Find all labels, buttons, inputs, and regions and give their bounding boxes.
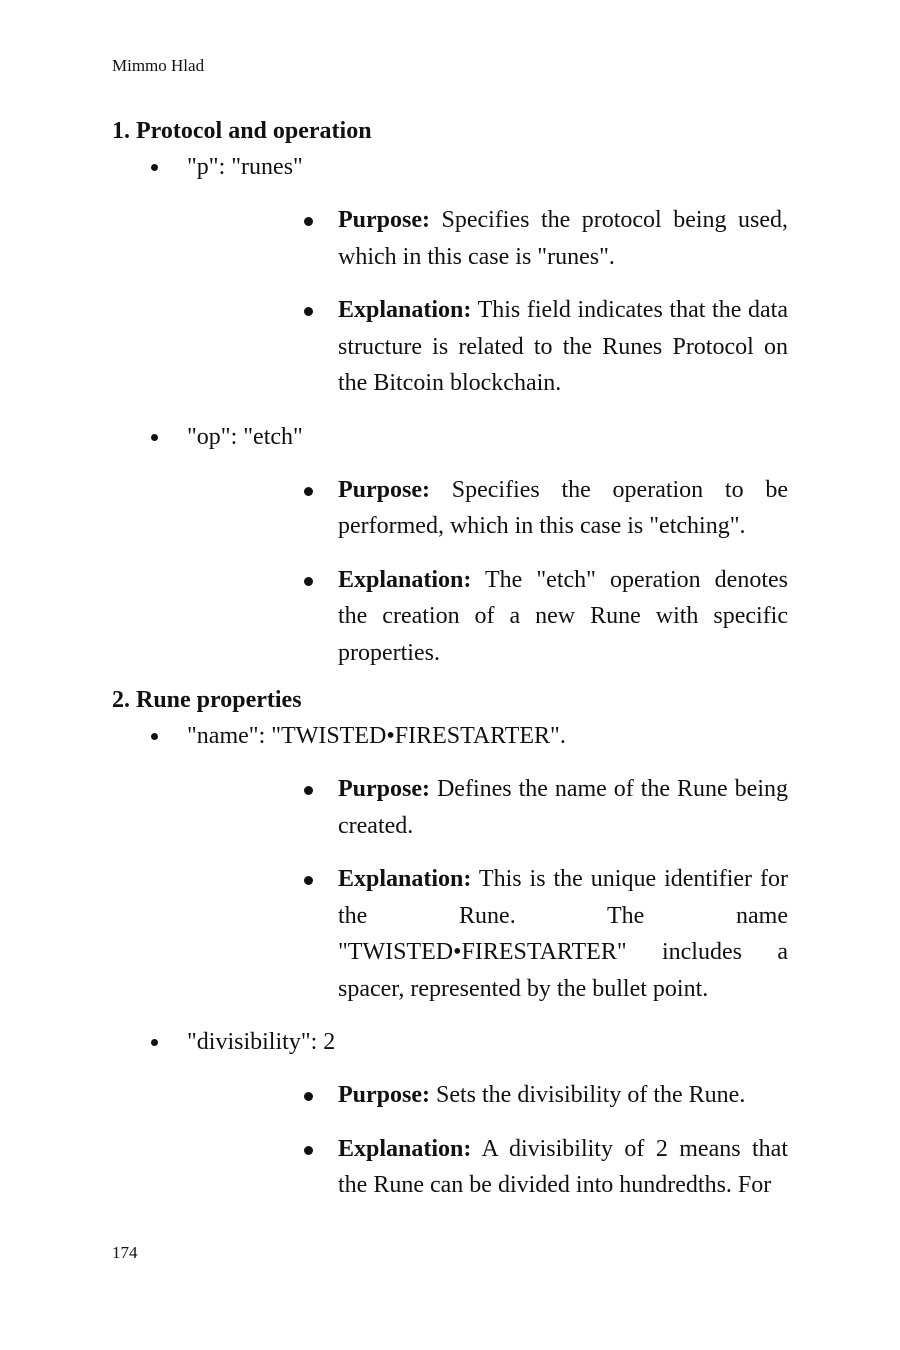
detail-item-explanation bbox=[262, 292, 788, 402]
detail-title: Purpose: bbox=[338, 776, 430, 802]
field-item-divisibility bbox=[112, 1024, 788, 1204]
detail-title: Purpose: bbox=[338, 207, 430, 233]
detail-text: The "etch" operation denotes the creation of a new Rune with specific properties. bbox=[338, 566, 788, 666]
detail-item-purpose bbox=[262, 202, 788, 275]
detail-text: This is the unique identifier for the Rune. The name "TWISTED•FIRESTARTER" includes a spacer, represented by the bullet point. bbox=[338, 866, 788, 1002]
field-label: "name": "TWISTED•FIRESTARTER". bbox=[187, 723, 566, 749]
section-heading-rune-properties: 2. Rune properties bbox=[112, 687, 302, 713]
detail-text: A divisibility of 2 means that the Rune can be divided into hundredths. For bbox=[338, 1135, 788, 1198]
field-list bbox=[112, 718, 788, 1204]
detail-title: Explanation: bbox=[338, 297, 472, 323]
bullet-icon bbox=[151, 1039, 158, 1046]
field-label: "divisibility": 2 bbox=[187, 1029, 336, 1055]
detail-item-explanation bbox=[262, 1131, 788, 1204]
page-number: 174 bbox=[112, 1243, 138, 1262]
detail-title: Purpose: bbox=[338, 476, 430, 503]
running-header: Mimmo Hlad bbox=[112, 56, 205, 75]
detail-text: This field indicates that the data structure is related to the Runes Protocol on the Bitcoin blockchain. bbox=[338, 297, 788, 396]
detail-item-explanation bbox=[262, 861, 788, 1007]
page-body bbox=[112, 113, 788, 1204]
bullet-icon bbox=[304, 1092, 313, 1101]
detail-title: Explanation: bbox=[338, 866, 472, 892]
detail-item-purpose bbox=[262, 1077, 788, 1114]
detail-list bbox=[187, 771, 788, 1007]
field-label: "p": "runes" bbox=[187, 154, 303, 180]
field-item-op bbox=[112, 419, 788, 672]
detail-list bbox=[187, 1077, 788, 1204]
bullet-icon bbox=[304, 487, 313, 496]
bullet-icon bbox=[304, 217, 313, 226]
field-label: "op": "etch" bbox=[187, 423, 303, 450]
bullet-icon bbox=[151, 434, 158, 441]
detail-title: Purpose: bbox=[338, 1082, 430, 1108]
bullet-icon bbox=[304, 876, 313, 885]
detail-item-explanation bbox=[262, 562, 788, 672]
detail-list bbox=[187, 472, 788, 672]
bullet-icon bbox=[304, 577, 313, 586]
detail-text: Specifies the operation to be performed, which in this case is "etching". bbox=[338, 476, 788, 539]
detail-list bbox=[187, 202, 788, 402]
section-heading-protocol: 1. Protocol and operation bbox=[112, 118, 372, 144]
bullet-icon bbox=[151, 164, 158, 171]
bullet-icon bbox=[304, 1146, 313, 1155]
field-item-p bbox=[112, 149, 788, 402]
bullet-icon bbox=[151, 733, 158, 740]
bullet-icon bbox=[304, 786, 313, 795]
detail-text: Specifies the protocol being used, which in this case is "runes". bbox=[338, 207, 788, 270]
detail-text: Sets the divisibility of the Rune. bbox=[436, 1082, 746, 1108]
field-list bbox=[112, 149, 788, 671]
bullet-icon bbox=[304, 307, 313, 316]
detail-text: Defines the name of the Rune being created. bbox=[338, 776, 788, 839]
field-item-name bbox=[112, 718, 788, 1007]
detail-title: Explanation: bbox=[338, 1135, 472, 1162]
detail-item-purpose bbox=[262, 472, 788, 545]
detail-item-purpose bbox=[262, 771, 788, 844]
detail-title: Explanation: bbox=[338, 566, 472, 593]
